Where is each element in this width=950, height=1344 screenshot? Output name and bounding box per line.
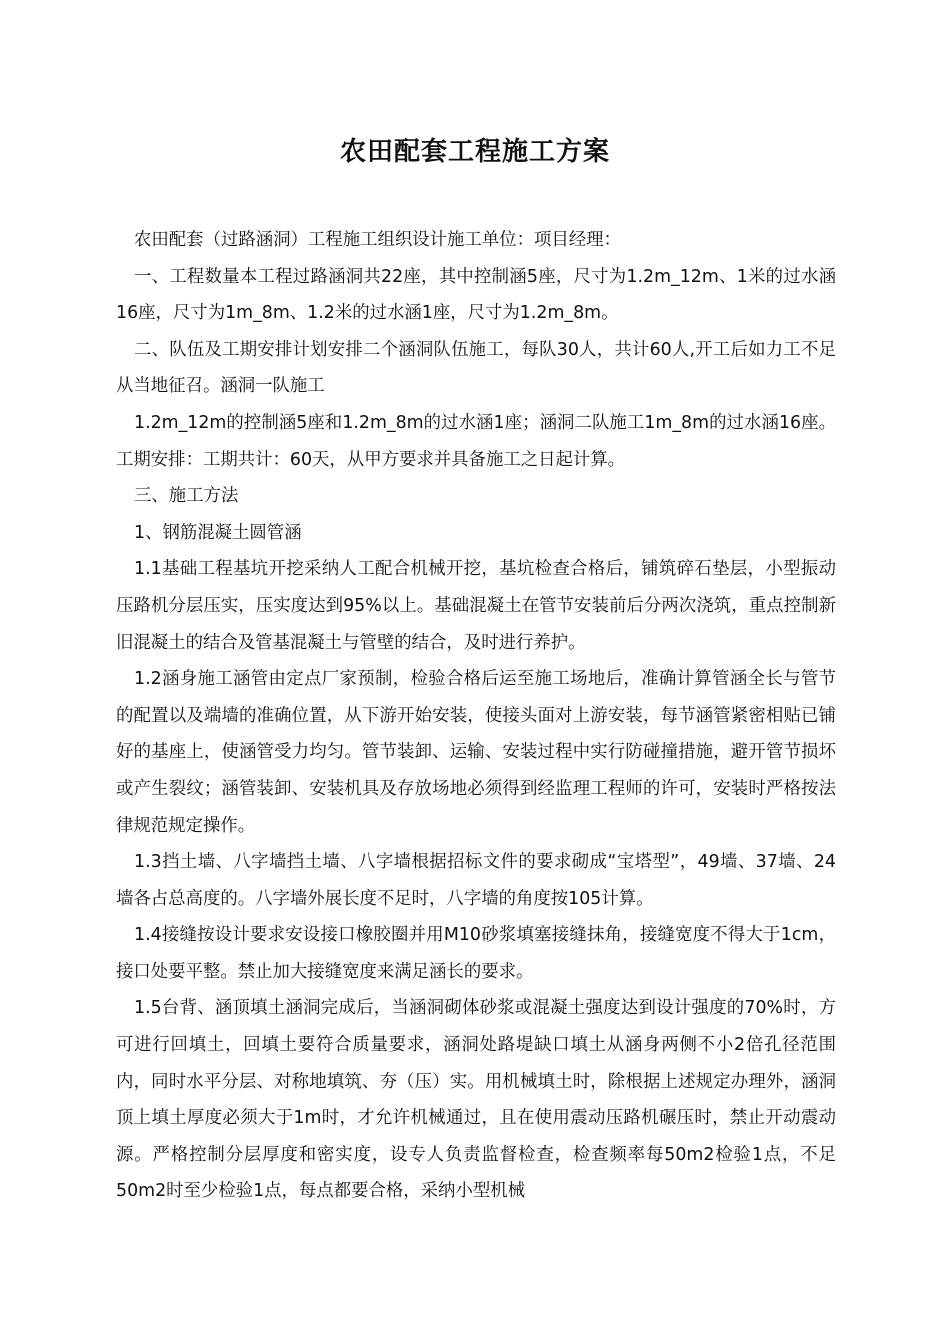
document-body — [116, 222, 836, 1210]
paragraph-backfill: 1.5台背、涵顶填土涵洞完成后，当涵洞砌体砂浆或混凝土强度达到设计强度的70%时，方可进行回填土，回填土要符合质量要求，涵洞处路堤缺口填土从涵身两侧不小2倍孔径范围内，同时水平分层、对称地填筑、夯（压）实。用机械填土时，除根据上述规定办理外，涵洞顶上填土厚度必须大于1m时，才允许机械通过，且在使用震动压路机碾压时，禁止开动震动源。严格控制分层厚度和密实度，设专人负责监督检查，检查频率每50m2检验1点，不足50m2时至少检验1点，每点都要合格，采纳小型机械 — [116, 998, 836, 1202]
paragraph-heading-info: 农田配套（过路涵洞）工程施工组织设计施工单位：项目经理： — [134, 230, 621, 250]
paragraph-retaining-wall: 1.3挡土墙、八字墙挡土墙、八字墙根据招标文件的要求砌成“宝塔型”，49墙、37墙、24墙各占总高度的。八字墙外展长度不足时，八字墙的角度按105计算。 — [116, 852, 836, 909]
paragraph-joints: 1.4接缝按设计要求安设接口橡胶圈并用M10砂浆填塞接缝抹角，接缝宽度不得大于1cm，接口处要平整。禁止加大接缝宽度来满足涵长的要求。 — [116, 925, 836, 982]
paragraph-team-detail: 1.2m_12m的控制涵5座和1.2m_8m的过水涵1座；涵洞二队施工1m_8m的过水涵16座。工期安排：工期共计：60天，从甲方要求并具备施工之日起计算。 — [116, 412, 836, 470]
paragraph-culvert-body: 1.2涵身施工涵管由定点厂家预制，检验合格后运至施工场地后，准确计算管涵全长与管节的配置以及端墙的准确位置，从下游开始安装，使接头面对上游安装，每节涵管紧密相贴已铺好的基座上，使涵管受力均匀。管节装卸、运输、安装过程中实行防碰撞措施，避开管节损坏或产生裂纹；涵管装卸、安装机具及存放场地必须得到经监理工程师的许可，安装时严格按法律规范规定操作。 — [116, 669, 836, 836]
paragraph-team-schedule: 二、队伍及工期安排计划安排二个涵洞队伍施工，每队30人，共计60人,开工后如力工不足从当地征召。涵洞一队施工 — [116, 339, 836, 397]
subsection-heading-culvert: 1、钢筋混凝土圆管涵 — [134, 522, 302, 543]
document-title: 农田配套工程施工方案 — [339, 137, 610, 167]
paragraph-foundation: 1.1基础工程基坑开挖采纳人工配合机械开挖，基坑检查合格后，铺筑碎石垫层，小型振动压路机分层压实，压实度达到95%以上。基础混凝土在管节安装前后分两次浇筑，重点控制新旧混凝土的结合及管基混凝土与管壁的结合，及时进行养护。 — [116, 559, 836, 653]
section-heading-method: 三、施工方法 — [134, 486, 239, 507]
paragraph-quantity: 一、工程数量本工程过路涵洞共22座，其中控制涵5座，尺寸为1.2m_12m、1米的过水涵16座，尺寸为1m_8m、1.2米的过水涵1座，尺寸为1.2m_8m。 — [116, 266, 836, 324]
